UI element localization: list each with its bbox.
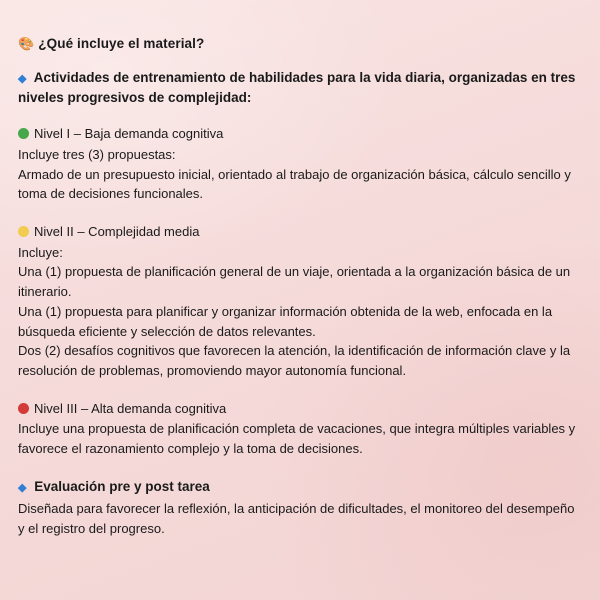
level-block-2 <box>18 222 582 381</box>
document-title-line <box>18 34 582 54</box>
evaluation-heading-text: Evaluación pre y post tarea <box>34 478 210 494</box>
level-marker-red-icon <box>18 403 29 414</box>
level-title-text-2: Nivel II – Complejidad media <box>34 224 200 240</box>
level-paragraph: Una (1) propuesta para planificar y organizar información obtenida de la web, enfocada en la búsqueda eficiente y selección de datos relevantes. <box>18 303 553 339</box>
level-title-2 <box>18 222 582 242</box>
diamond-bullet-icon: ◆ <box>18 481 27 494</box>
level-block-1 <box>18 124 582 204</box>
section-heading-text: Actividades de entrenamiento de habilidades para la vida diaria, organizadas en tres niveles progresivos de complejidad: <box>18 69 576 106</box>
level-title-3 <box>18 399 582 419</box>
level-block-3 <box>18 399 582 459</box>
evaluation-block <box>18 477 582 539</box>
level-marker-yellow-icon <box>18 226 29 237</box>
level-paragraph: Una (1) propuesta de planificación general de un viaje, orientada a la organización básica de un itinerario. <box>18 264 571 300</box>
section-heading <box>18 68 582 109</box>
document-title-block <box>18 34 582 54</box>
evaluation-heading <box>18 477 582 497</box>
page-title: ¿Qué incluye el material? <box>38 36 205 51</box>
level-paragraph: Incluye una propuesta de planificación completa de vacaciones, que integra múltiples variables y favorece el razonamiento complejo y la toma de decisiones. <box>18 421 576 457</box>
level-title-1 <box>18 124 582 144</box>
level-title-text-1: Nivel I – Baja demanda cognitiva <box>34 126 224 142</box>
level-paragraph: Dos (2) desafíos cognitivos que favorecen la atención, la identificación de información clave y la resolución de problemas, promoviendo mayor autonomía funcional. <box>18 343 571 379</box>
level-marker-green-icon <box>18 128 29 139</box>
level-title-text-3: Nivel III – Alta demanda cognitiva <box>34 400 227 416</box>
level-paragraph: Incluye tres (3) propuestas: <box>18 146 176 162</box>
diamond-bullet-icon: ◆ <box>18 72 27 85</box>
evaluation-paragraph: Diseñada para favorecer la reflexión, la anticipación de dificultades, el monitoreo del desempeño y el registro del progreso. <box>18 501 575 536</box>
palette-icon: 🎨 <box>18 36 35 51</box>
level-paragraph: Armado de un presupuesto inicial, orientado al trabajo de organización básica, cálculo sencillo y toma de decisiones funcionales. <box>18 166 571 202</box>
level-paragraph: Incluye: <box>18 244 63 260</box>
